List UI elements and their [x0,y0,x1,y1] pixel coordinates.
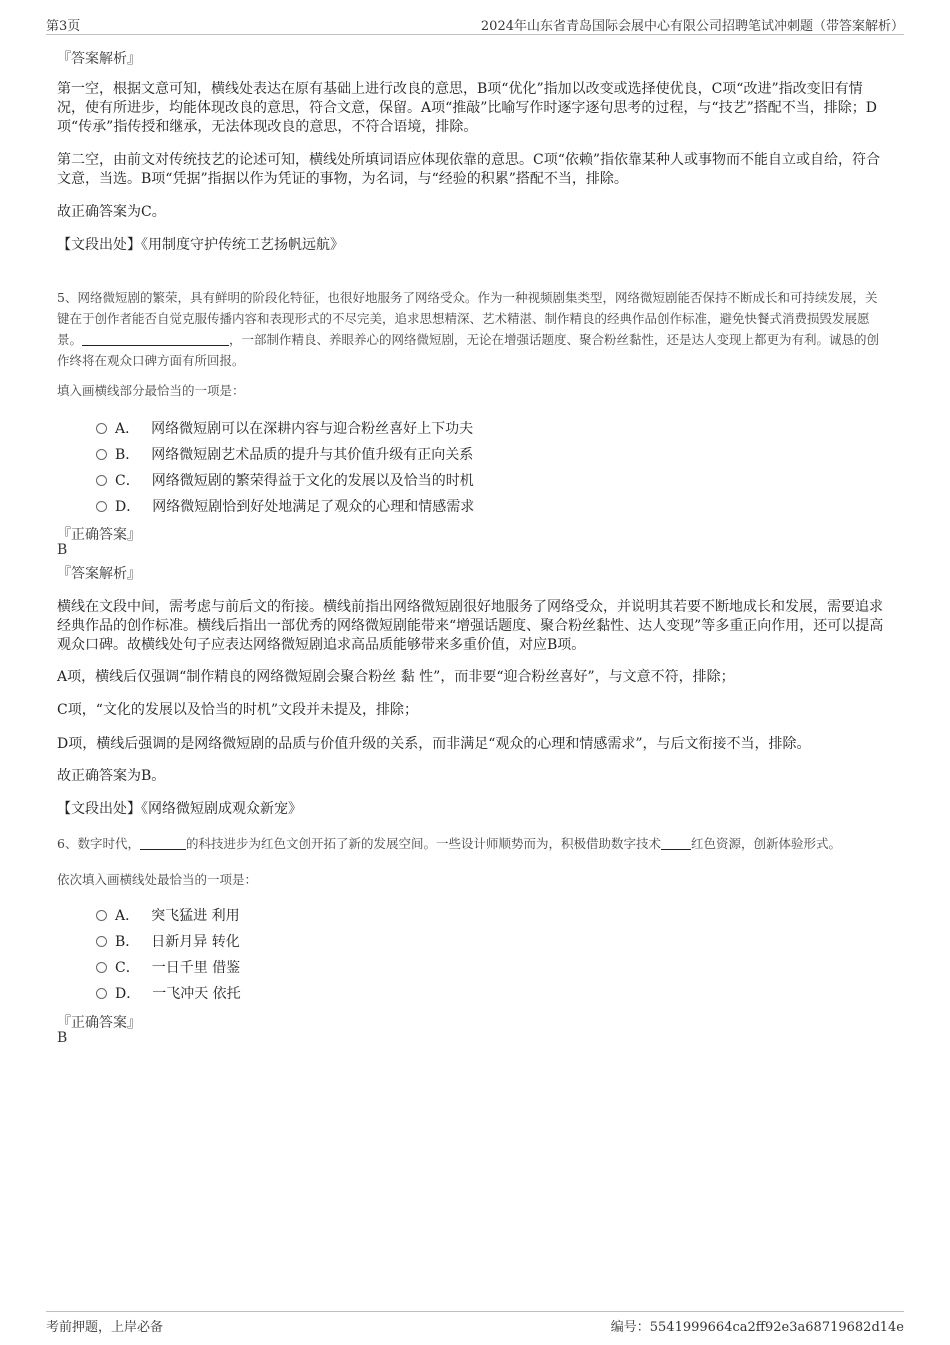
serial-number: 编号：5541999664ca2ff92e3a68719682d14e [610,1320,904,1335]
option-key: D． [115,499,141,515]
radio-icon[interactable] [96,475,107,486]
question-stem-text: 5、网络微短剧的繁荣，具有鲜明的阶段化特征，也很好地服务了网络受众。作为一种视频剧集类型，网络微短剧能否保持不断成长和可持续发展，关键在于创作者能否自觉克服传播内容和表现形式的不尽完美，追求思想精深、艺术精湛、制作精良的经典作品创作标准，避免快餐式消费损毁发展愿景。 [57,290,878,347]
question-stem [57,287,887,371]
analysis-label: 『答案解析』 [57,51,141,67]
option-b[interactable] [96,444,473,464]
fill-blank [82,333,229,346]
page-number: 第3页 [46,19,81,34]
question-stem-text: 6、数字时代， [57,836,140,851]
document-title: 2024年山东省青岛国际会展中心有限公司招聘笔试冲刺题（带答案解析） [480,19,904,34]
option-a[interactable] [96,905,240,925]
question-stem-text: 的科技进步为红色文创开拓了新的发展空间。一些设计师顺势而为，积极借助数字技术 [185,836,661,851]
fill-blank [140,837,186,850]
option-text: 日新月异 转化 [151,934,240,950]
correct-answer-label: 『正确答案』 [57,1015,141,1031]
option-text: 一飞冲天 依托 [152,986,241,1002]
option-text: 突飞猛进 利用 [151,908,240,924]
answer-conclusion: 故正确答案为C。 [57,204,166,220]
option-d[interactable] [96,983,241,1003]
option-key: C． [115,960,140,976]
option-text: 网络微短剧艺术品质的提升与其价值升级有正向关系 [151,447,474,463]
option-b[interactable] [96,931,240,951]
page-header [46,12,904,35]
radio-icon[interactable] [96,501,107,512]
option-text: 网络微短剧可以在深耕内容与迎合粉丝喜好上下功夫 [151,421,474,437]
analysis-label: 『答案解析』 [57,566,141,582]
option-text: 网络微短剧的繁荣得益于文化的发展以及恰当的时机 [151,473,474,489]
analysis-paragraph: A项，横线后仅强调“制作精良的网络微短剧会聚合粉丝 黏 性”，而非要“迎合粉丝喜好”，与文意不符，排除； [57,669,735,685]
radio-icon[interactable] [96,423,107,434]
correct-answer-label: 『正确答案』 [57,527,141,543]
option-key: A． [115,421,140,437]
radio-icon[interactable] [96,988,107,999]
footer-slogan: 考前押题，上岸必备 [46,1320,164,1335]
answer-conclusion: 故正确答案为B。 [57,768,166,784]
option-c[interactable] [96,470,474,490]
analysis-paragraph: 横线在文段中间，需考虑与前后文的衔接。横线前指出网络微短剧很好地服务了网络受众，并说明其若要不断地成长和发展，需要追求经典作品的创作标准。横线后指出一部优秀的网络微短剧能带来“增强话题度、聚合粉丝黏性、达人变现”等多重正向作用，还可以提高观众口碑。故横线处句子应表达网络微短剧追求高品质能够带来多重价值，对应B项。 [57,599,884,653]
radio-icon[interactable] [96,962,107,973]
option-c[interactable] [96,957,240,977]
question-stem-text: 红色资源，创新体验形式。 [690,836,841,851]
question-prompt: 依次填入画横线处最恰当的一项是： [57,872,258,887]
correct-answer: B [57,542,68,558]
option-d[interactable] [96,496,474,516]
option-key: A． [115,908,140,924]
radio-icon[interactable] [96,910,107,921]
radio-icon[interactable] [96,936,107,947]
option-key: D． [115,986,141,1002]
analysis-paragraph: D项，横线后强调的是网络微短剧的品质与价值升级的关系，而非满足“观众的心理和情感需求”，与后文衔接不当，排除。 [57,736,811,752]
option-text: 网络微短剧恰到好处地满足了观众的心理和情感需求 [152,499,475,515]
question-stem-text: ，一部制作精良、养眼养心的网络微短剧，无论在增强话题度、聚合粉丝黏性，还是达人变现上都更为有利。诚恳的创作终将在观众口碑方面有所回报。 [57,332,880,368]
option-a[interactable] [96,418,473,438]
source-citation: 【文段出处】《网络微短剧成观众新宠》 [57,801,302,817]
option-key: B． [115,934,140,950]
question-stem [57,833,887,854]
option-key: C． [115,473,140,489]
analysis-paragraph: C项，“文化的发展以及恰当的时机”文段并未提及，排除； [57,702,419,718]
option-text: 一日千里 借鉴 [151,960,241,976]
analysis-paragraph: 第一空，根据文意可知，横线处表达在原有基础上进行改良的意思，B项“优化”指加以改变或选择使优良，C项“改进”指改变旧有情况，使有所进步，均能体现改良的意思，符合文意，保留。A项“推敲”比喻写作时逐字逐句思考的过程，与“技艺”搭配不当，排除；D项“传承”指传授和继承，无法体现改良的意思，不符合语境，排除。 [57,81,877,135]
option-key: B． [115,447,140,463]
radio-icon[interactable] [96,449,107,460]
correct-answer: B [57,1030,68,1046]
page-footer [46,1311,904,1334]
source-citation: 【文段出处】《用制度守护传统工艺扬帆远航》 [57,237,344,253]
analysis-paragraph: 第二空，由前文对传统技艺的论述可知，横线处所填词语应体现依靠的意思。C项“依赖”指依靠某种人或事物而不能自立或自给，符合文意，当选。B项“凭据”指据以作为凭证的事物，为名词，与“经验的积累”搭配不当，排除。 [57,152,881,187]
question-prompt: 填入画横线部分最恰当的一项是： [57,383,245,398]
fill-blank [661,837,691,850]
